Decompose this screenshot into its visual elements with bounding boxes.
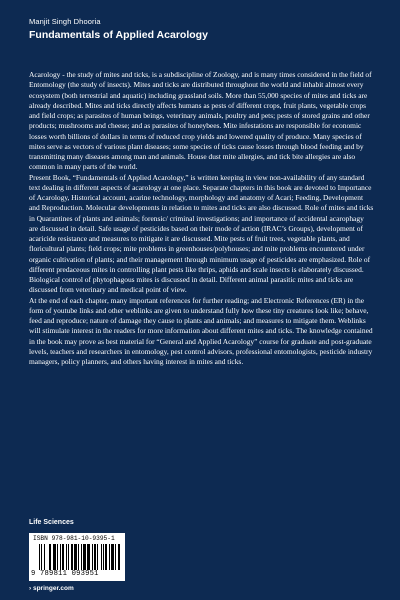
blurb-paragraph: Present Book, “Fundamentals of Applied Acarology,” is written keeping in view non-availability of any standard text dealing in different aspects of acarology at one place. Separate chapters in this book are devoted to Importance of Acarology, Historical account, acarine technology, morphology and anatomy of Acari; Feeding, Development and Reproduction. Molecular developments in relation to mites and ticks are also discussed. Role of mites and ticks in Quarantines of plants and animals; forensic/ criminal investigations; and importance of accidental acarophagy are discussed in detail. Safe usage of pesticides based on their mode of action (IRAC’s Groups), development of acaricide resistance and measures to mitigate it are discussed. Mite pests of fruit trees, vegetable plants, and floricultural plants; field crops; mite problems in greenhouses/polyhouses; and mite problems encountered under organic cultivation of plants; and their management through minimum usage of pesticides are emphasized. Role of different predaceous mites in controlling plant pests like thrips, aphids and scale insects is elaborately discussed. Biological control of phytophagous mites is discussed in detail. Different animal parasitic mites and ticks are discussed from veterinary and medical point of view.	[29, 172, 374, 295]
publisher-website: › springer.com	[29, 585, 74, 592]
author-name: Manjit Singh Dhooria	[29, 17, 101, 26]
blurb-paragraph: At the end of each chapter, many important references for further reading; and Electronic References (ER) in the form of youtube links and other weblinks are given to understand fully how these tiny creatures look like; behave, feed and reproduce; nature of damage they cause to plants and animals; and measures to mitigate them. Weblinks will stimulate interest in the readers for more information about different mites and ticks. The knowledge contained in the book may prove as best material for “General and Applied Acarology” course for graduate and post-graduate levels, teachers and researchers in entomology, pest control advisors, professional entomologists, pesticide industry managers, policy planners, and others having interest in mites and ticks.	[29, 295, 373, 366]
barcode-panel	[29, 533, 125, 581]
back-cover-blurb	[29, 70, 374, 367]
series-label: Life Sciences	[29, 519, 74, 526]
blurb-paragraph: Acarology - the study of mites and ticks, is a subdiscipline of Zoology, and is many times considered in the field of Entomology (the study of insects). Mites and ticks are distributed throughout the world and inhabit almost every ecosystem (both terrestrial and aquatic) including grassland soils. More than 55,000 species of mites and ticks are already described. Mites and ticks directly affects humans as pests of different crops, fruit plants, vegetable crops and field crops; as parasites of human beings, veterinary animals, poultry and pets; pests of stored grains and other products; mushrooms and cheese; and as parasites of honeybees. Mite infestations are responsible for economic losses worth billions of dollars in terms of reduced crop yields and lowered quality of produce. Many species of mites serve as vectors of various plant diseases; some species of ticks cause losses through blood feeding and by transmitting many diseases among man and animals. House dust mite allergies, and tick bite allergies are also common in many parts of the world.	[29, 70, 372, 172]
book-title: Fundamentals of Applied Acarology	[29, 29, 208, 41]
barcode-bars	[39, 544, 121, 570]
barcode-bar	[119, 544, 120, 570]
isbn-label: ISBN 978-981-10-9395-1	[33, 535, 115, 542]
barcode-number: 9 789811 093951	[31, 570, 99, 578]
